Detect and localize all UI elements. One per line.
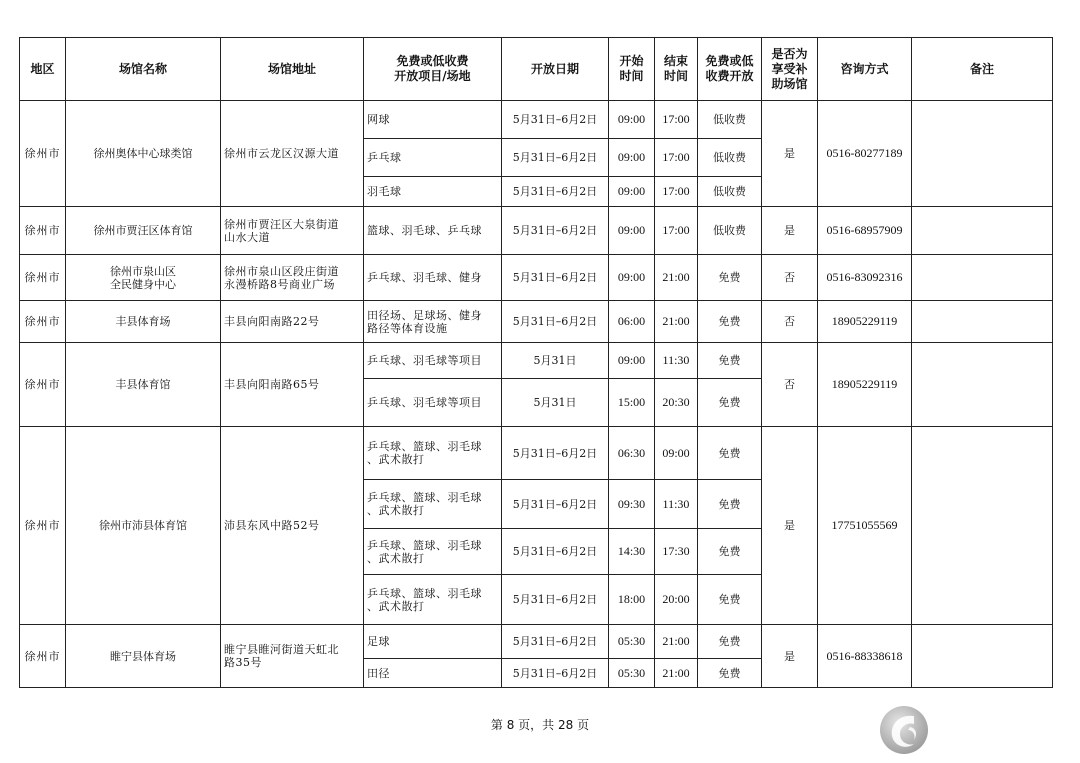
date-cell: 5月31日–6月2日 — [502, 659, 609, 688]
table-row — [20, 101, 1053, 139]
header-subsidy: 是否为 享受补 助场馆 — [762, 38, 818, 101]
subsidy-cell: 否 — [762, 343, 818, 427]
start-time-cell: 18:00 — [609, 575, 655, 625]
end-time-cell: 11:30 — [655, 343, 698, 379]
end-time-cell: 09:00 — [655, 427, 698, 480]
project-cell: 田径场、足球场、健身 路径等体育设施 — [364, 301, 502, 343]
fee-type-cell: 免费 — [698, 427, 762, 480]
venue-address-cell: 睢宁县睢河街道天虹北 路35号 — [221, 625, 364, 688]
subsidy-cell: 是 — [762, 207, 818, 255]
date-cell: 5月31日–6月2日 — [502, 575, 609, 625]
fee-type-cell: 低收费 — [698, 177, 762, 207]
end-time-cell: 17:00 — [655, 101, 698, 139]
venue-address-cell: 徐州市云龙区汉源大道 — [221, 101, 364, 207]
venue-address-cell: 丰县向阳南路65号 — [221, 343, 364, 427]
date-cell: 5月31日–6月2日 — [502, 207, 609, 255]
start-time-cell: 06:30 — [609, 427, 655, 480]
header-project: 免费或低收费 开放项目/场地 — [364, 38, 502, 101]
header-fee-type: 免费或低 收费开放 — [698, 38, 762, 101]
end-time-cell: 11:30 — [655, 480, 698, 529]
region-cell: 徐州市 — [20, 427, 66, 625]
venue-name-cell: 睢宁县体育场 — [66, 625, 221, 688]
header-region: 地区 — [20, 38, 66, 101]
venue-name-cell: 徐州市贾汪区体育馆 — [66, 207, 221, 255]
fee-type-cell: 低收费 — [698, 139, 762, 177]
remarks-cell — [912, 101, 1053, 207]
region-cell: 徐州市 — [20, 101, 66, 207]
project-cell: 羽毛球 — [364, 177, 502, 207]
table-row — [20, 625, 1053, 659]
start-time-cell: 09:00 — [609, 343, 655, 379]
fee-type-cell: 免费 — [698, 480, 762, 529]
end-time-cell: 17:00 — [655, 177, 698, 207]
table-row — [20, 343, 1053, 379]
end-time-cell: 17:00 — [655, 139, 698, 177]
date-cell: 5月31日–6月2日 — [502, 625, 609, 659]
header-start-time: 开始 时间 — [609, 38, 655, 101]
date-cell: 5月31日–6月2日 — [502, 529, 609, 575]
date-cell: 5月31日–6月2日 — [502, 177, 609, 207]
date-cell: 5月31日 — [502, 343, 609, 379]
table-header-row — [20, 38, 1053, 101]
table-row — [20, 427, 1053, 480]
subsidy-cell: 否 — [762, 301, 818, 343]
start-time-cell: 09:00 — [609, 139, 655, 177]
project-cell: 乒乓球、羽毛球等项目 — [364, 379, 502, 427]
subsidy-cell: 是 — [762, 427, 818, 625]
date-cell: 5月31日–6月2日 — [502, 427, 609, 480]
venue-address-cell: 徐州市泉山区段庄街道 永漫桥路8号商业广场 — [221, 255, 364, 301]
project-cell: 乒乓球、篮球、羽毛球 、武术散打 — [364, 480, 502, 529]
start-time-cell: 14:30 — [609, 529, 655, 575]
venue-name-cell: 徐州市沛县体育馆 — [66, 427, 221, 625]
table-row — [20, 301, 1053, 343]
fee-type-cell: 低收费 — [698, 207, 762, 255]
project-cell: 乒乓球、篮球、羽毛球 、武术散打 — [364, 529, 502, 575]
remarks-cell — [912, 301, 1053, 343]
project-cell: 乒乓球、羽毛球、健身 — [364, 255, 502, 301]
contact-cell: 18905229119 — [818, 301, 912, 343]
contact-cell: 0516-80277189 — [818, 101, 912, 207]
venue-address-cell: 丰县向阳南路22号 — [221, 301, 364, 343]
region-cell: 徐州市 — [20, 301, 66, 343]
contact-cell: 0516-68957909 — [818, 207, 912, 255]
fee-type-cell: 免费 — [698, 379, 762, 427]
start-time-cell: 09:00 — [609, 255, 655, 301]
table-row — [20, 207, 1053, 255]
date-cell: 5月31日–6月2日 — [502, 480, 609, 529]
fee-type-cell: 免费 — [698, 301, 762, 343]
header-end-time: 结束 时间 — [655, 38, 698, 101]
fee-type-cell: 免费 — [698, 659, 762, 688]
region-cell: 徐州市 — [20, 343, 66, 427]
header-venue-address: 场馆地址 — [221, 38, 364, 101]
project-cell: 足球 — [364, 625, 502, 659]
venue-name-cell: 丰县体育馆 — [66, 343, 221, 427]
date-cell: 5月31日–6月2日 — [502, 139, 609, 177]
venue-name-cell: 徐州奥体中心球类馆 — [66, 101, 221, 207]
header-open-date: 开放日期 — [502, 38, 609, 101]
fee-type-cell: 免费 — [698, 575, 762, 625]
start-time-cell: 09:00 — [609, 101, 655, 139]
start-time-cell: 09:00 — [609, 177, 655, 207]
remarks-cell — [912, 625, 1053, 688]
end-time-cell: 21:00 — [655, 625, 698, 659]
fee-type-cell: 低收费 — [698, 101, 762, 139]
region-cell: 徐州市 — [20, 255, 66, 301]
end-time-cell: 21:00 — [655, 659, 698, 688]
contact-cell: 0516-88338618 — [818, 625, 912, 688]
contact-cell: 0516-83092316 — [818, 255, 912, 301]
remarks-cell — [912, 343, 1053, 427]
header-remarks: 备注 — [912, 38, 1053, 101]
end-time-cell: 17:00 — [655, 207, 698, 255]
venue-name-cell: 徐州市泉山区 全民健身中心 — [66, 255, 221, 301]
venue-address-cell: 徐州市贾汪区大泉街道 山水大道 — [221, 207, 364, 255]
project-cell: 乒乓球、篮球、羽毛球 、武术散打 — [364, 575, 502, 625]
start-time-cell: 09:30 — [609, 480, 655, 529]
start-time-cell: 05:30 — [609, 659, 655, 688]
table-row — [20, 255, 1053, 301]
region-cell: 徐州市 — [20, 207, 66, 255]
remarks-cell — [912, 255, 1053, 301]
date-cell: 5月31日 — [502, 379, 609, 427]
venue-name-cell: 丰县体育场 — [66, 301, 221, 343]
project-cell: 乒乓球、羽毛球等项目 — [364, 343, 502, 379]
date-cell: 5月31日–6月2日 — [502, 101, 609, 139]
project-cell: 乒乓球、篮球、羽毛球 、武术散打 — [364, 427, 502, 480]
remarks-cell — [912, 427, 1053, 625]
end-time-cell: 21:00 — [655, 301, 698, 343]
remarks-cell — [912, 207, 1053, 255]
end-time-cell: 21:00 — [655, 255, 698, 301]
end-time-cell: 20:30 — [655, 379, 698, 427]
subsidy-cell: 是 — [762, 101, 818, 207]
project-cell: 网球 — [364, 101, 502, 139]
subsidy-cell: 是 — [762, 625, 818, 688]
start-time-cell: 05:30 — [609, 625, 655, 659]
contact-cell: 17751055569 — [818, 427, 912, 625]
venue-address-cell: 沛县东风中路52号 — [221, 427, 364, 625]
date-cell: 5月31日–6月2日 — [502, 301, 609, 343]
fee-type-cell: 免费 — [698, 343, 762, 379]
fee-type-cell: 免费 — [698, 255, 762, 301]
header-venue-name: 场馆名称 — [66, 38, 221, 101]
start-time-cell: 09:00 — [609, 207, 655, 255]
page-number-footer: 第 8 页，共 28 页 — [490, 718, 590, 732]
fee-type-cell: 免费 — [698, 529, 762, 575]
end-time-cell: 20:00 — [655, 575, 698, 625]
project-cell: 田径 — [364, 659, 502, 688]
fee-type-cell: 免费 — [698, 625, 762, 659]
date-cell: 5月31日–6月2日 — [502, 255, 609, 301]
region-cell: 徐州市 — [20, 625, 66, 688]
logo-emblem-icon — [878, 704, 930, 756]
subsidy-cell: 否 — [762, 255, 818, 301]
project-cell: 篮球、羽毛球、乒乓球 — [364, 207, 502, 255]
venue-table — [19, 37, 1053, 688]
header-contact: 咨询方式 — [818, 38, 912, 101]
start-time-cell: 15:00 — [609, 379, 655, 427]
project-cell: 乒乓球 — [364, 139, 502, 177]
contact-cell: 18905229119 — [818, 343, 912, 427]
end-time-cell: 17:30 — [655, 529, 698, 575]
start-time-cell: 06:00 — [609, 301, 655, 343]
